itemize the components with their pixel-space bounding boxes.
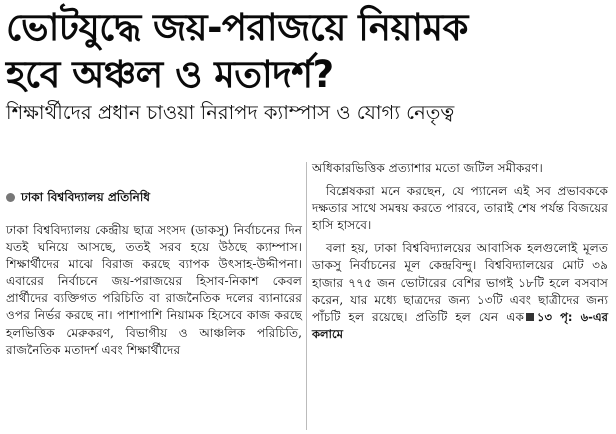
headline-line-2: হবে অঞ্চল ও মতাদর্শ? (6, 53, 334, 96)
continuation-reference: ১৩ পৃ: ৬-এর কলামে (312, 309, 608, 341)
paragraph-2: অধিকারভিত্তিক প্রত্যাশার মতো জটিল সমীকরণ। (312, 161, 543, 175)
article-column-left (6, 160, 302, 365)
paragraph-3: বিশ্লেষকরা মনে করছেন, যে প্যানেল এই সব প্রভাবককে দক্ষতার সাথে সমন্বয় করতে পারবে, তারাই শেষ পর্যন্ত বিজয়ের হাসি হাসবে। (312, 184, 608, 233)
byline (6, 189, 302, 206)
square-marker-icon (526, 313, 534, 321)
article-body (6, 160, 610, 434)
paragraph-4-text: বলা হয়, ঢাকা বিশ্ববিদ্যালয়ের আবাসিক হলগুলোই মূলত ডাকসু নির্বাচনের মূল কেন্দ্রবিন্দু। বিশ্ববিদ্যালয়ের মোট ৩৯ হাজার ৭৭৫ জন ভোটারের বেশির ভাগই ১৮টি হলে বসবাস করেন, যার মধ্যে ছাত্রদের জন্য ১৩টি এবং ছাত্রীদের জন্য পাঁচটি হল রয়েছে। প্রতিটি হল যেন এক (312, 241, 608, 324)
paragraph-4 (312, 240, 608, 343)
paragraph-1: ঢাকা বিশ্ববিদ্যালয় কেন্দ্রীয় ছাত্র সংসদ (ডাকসু) নির্বাচনের দিন যতই ঘনিয়ে আসছে, ততই সরব হয়ে উঠছে ক্যাম্পাস। শিক্ষার্থীদের মাঝে বিরাজ করছে ব্যাপক উৎসাহ-উদ্দীপনা। এবারের নির্বাচনে জয়-পরাজয়ের হিসাব-নিকাশ কেবল প্রার্থীদের ব্যক্তিগত পরিচিতি বা রাজনৈতিক দলের ব্যানারের ওপর নির্ভর করছে না। পাশাপাশি নিয়ামক হিসেবে কাজ করছে হলভিত্তিক মেরুকরণ, বিভাগীয় ও আঞ্চলিক পরিচিতি, রাজনৈতিক মতাদর্শ এবং শিক্ষার্থীদের (6, 223, 302, 357)
column-divider (306, 162, 307, 430)
subheadline: শিক্ষার্থীদের প্রধান চাওয়া নিরাপদ ক্যাম্পাস ও যোগ্য নেতৃত্ব (6, 101, 455, 124)
byline-text: ঢাকা বিশ্ববিদ্যালয় প্রতিনিধি (21, 190, 150, 204)
article-column-right (312, 160, 608, 349)
headline (6, 4, 610, 98)
headline-line-1: ভোটযুদ্ধে জয়-পরাজয়ে নিয়ামক (6, 6, 468, 49)
bullet-dot-icon (6, 193, 15, 202)
